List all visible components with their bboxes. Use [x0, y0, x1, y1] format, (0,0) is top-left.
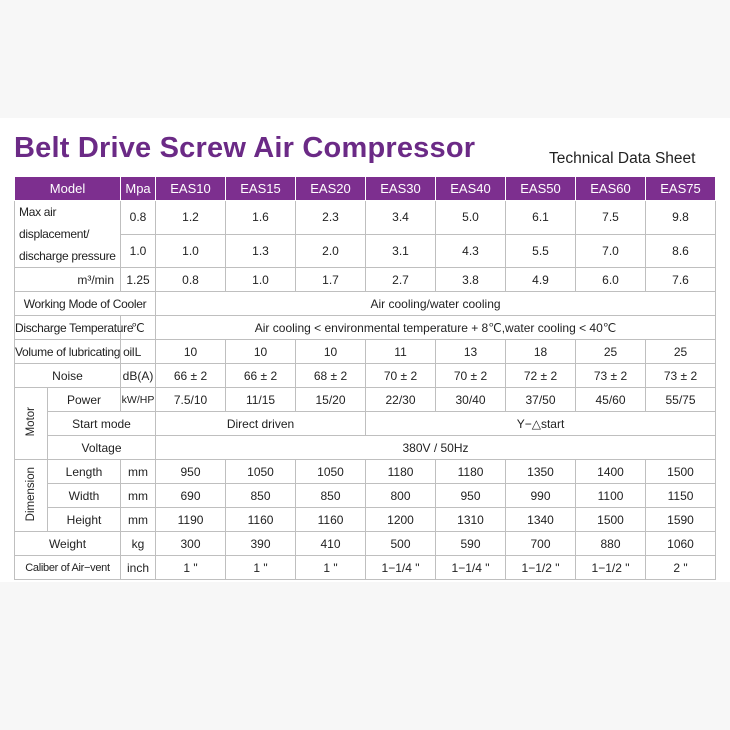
- start-mode-direct: Direct driven: [156, 412, 366, 436]
- table-row: [15, 412, 716, 436]
- table-row: [15, 532, 716, 556]
- weight-unit: kg: [121, 532, 156, 556]
- data-cell: 1150: [646, 484, 716, 508]
- cooler-value: Air cooling/water cooling: [156, 292, 716, 316]
- table-row: [15, 268, 716, 292]
- data-cell: 4.9: [506, 268, 576, 292]
- data-cell: 1−1/2 ": [576, 556, 646, 580]
- data-cell: 1500: [576, 508, 646, 532]
- data-cell: 1160: [226, 508, 296, 532]
- cooler-label: Working Mode of Cooler: [15, 292, 156, 316]
- data-cell: 1.6: [226, 201, 296, 235]
- data-cell: 10: [156, 340, 226, 364]
- data-cell: 410: [296, 532, 366, 556]
- table-row: [15, 316, 716, 340]
- data-cell: 7.6: [646, 268, 716, 292]
- header-row: [15, 177, 716, 201]
- data-cell: 66 ± 2: [156, 364, 226, 388]
- data-cell: 2.3: [296, 201, 366, 235]
- data-cell: 18: [506, 340, 576, 364]
- data-cell: 1 ": [156, 556, 226, 580]
- data-cell: 11/15: [226, 388, 296, 412]
- data-cell: 7.0: [576, 234, 646, 268]
- model-header-cell: EAS40: [436, 177, 506, 201]
- data-cell: 1590: [646, 508, 716, 532]
- motor-group-label: [15, 388, 48, 460]
- data-cell: 590: [436, 532, 506, 556]
- data-cell: 15/20: [296, 388, 366, 412]
- table-row: [15, 436, 716, 460]
- data-cell: 1.7: [296, 268, 366, 292]
- data-cell: 5.5: [506, 234, 576, 268]
- data-cell: 1190: [156, 508, 226, 532]
- data-cell: 73 ± 2: [646, 364, 716, 388]
- data-cell: 5.0: [436, 201, 506, 235]
- pressure-cell: 0.8: [121, 201, 156, 235]
- data-cell: 6.1: [506, 201, 576, 235]
- start-mode-star-delta: Y−△start: [366, 412, 716, 436]
- data-cell: 2 ": [646, 556, 716, 580]
- data-cell: 1.2: [156, 201, 226, 235]
- data-cell: 55/75: [646, 388, 716, 412]
- dimension-group-text: Dimension: [25, 466, 37, 522]
- power-label: Power: [48, 388, 121, 412]
- data-cell: 1050: [226, 460, 296, 484]
- data-cell: 1−1/4 ": [436, 556, 506, 580]
- data-cell: 880: [576, 532, 646, 556]
- width-label: Width: [48, 484, 121, 508]
- technical-data-table: [14, 176, 716, 580]
- unit-header: Mpa: [121, 177, 156, 201]
- model-header: Model: [15, 177, 121, 201]
- noise-label: Noise: [15, 364, 121, 388]
- data-cell: 3.8: [436, 268, 506, 292]
- data-cell: 3.4: [366, 201, 436, 235]
- bottom-background-band: [0, 582, 730, 730]
- lube-oil-label: Volume of lubricating oil: [15, 340, 121, 364]
- data-cell: 1.3: [226, 234, 296, 268]
- data-cell: 7.5/10: [156, 388, 226, 412]
- flow-unit-label: m³/min: [15, 268, 121, 292]
- data-cell: 1500: [646, 460, 716, 484]
- data-cell: 0.8: [156, 268, 226, 292]
- height-unit: mm: [121, 508, 156, 532]
- width-unit: mm: [121, 484, 156, 508]
- data-cell: 1200: [366, 508, 436, 532]
- data-cell: 1 ": [226, 556, 296, 580]
- motor-group-text: Motor: [25, 407, 37, 437]
- table-row: [15, 364, 716, 388]
- weight-label: Weight: [15, 532, 121, 556]
- length-label: Length: [48, 460, 121, 484]
- top-background-band: [0, 0, 730, 118]
- air-displacement-label-line2: discharge pressure: [19, 249, 116, 263]
- data-cell: 800: [366, 484, 436, 508]
- data-cell: 1−1/2 ": [506, 556, 576, 580]
- data-cell: 950: [436, 484, 506, 508]
- table-row: [15, 460, 716, 484]
- data-cell: 1400: [576, 460, 646, 484]
- data-cell: 10: [296, 340, 366, 364]
- data-cell: 3.1: [366, 234, 436, 268]
- air-displacement-label-line1: Max air displacement/: [19, 205, 90, 241]
- data-cell: 73 ± 2: [576, 364, 646, 388]
- data-cell: 66 ± 2: [226, 364, 296, 388]
- data-cell: 1050: [296, 460, 366, 484]
- page-title: Belt Drive Screw Air Compressor: [14, 132, 476, 164]
- data-cell: 850: [226, 484, 296, 508]
- data-cell: 10: [226, 340, 296, 364]
- data-cell: 25: [576, 340, 646, 364]
- data-cell: 1180: [366, 460, 436, 484]
- data-cell: 22/30: [366, 388, 436, 412]
- model-header-cell: EAS10: [156, 177, 226, 201]
- air-vent-unit: inch: [121, 556, 156, 580]
- model-header-cell: EAS15: [226, 177, 296, 201]
- data-cell: 25: [646, 340, 716, 364]
- model-header-cell: EAS50: [506, 177, 576, 201]
- table-row: [15, 388, 716, 412]
- data-cell: 1−1/4 ": [366, 556, 436, 580]
- table-row: [15, 292, 716, 316]
- pressure-cell: 1.25: [121, 268, 156, 292]
- data-cell: 850: [296, 484, 366, 508]
- data-cell: 70 ± 2: [366, 364, 436, 388]
- data-cell: 2.7: [366, 268, 436, 292]
- data-cell: 37/50: [506, 388, 576, 412]
- discharge-temp-value: Air cooling < environmental temperature + 8℃,water cooling < 40℃: [156, 316, 716, 340]
- discharge-temp-unit: ℃: [121, 316, 156, 340]
- data-cell: 70 ± 2: [436, 364, 506, 388]
- data-cell: 13: [436, 340, 506, 364]
- noise-unit: dB(A): [121, 364, 156, 388]
- data-cell: 1100: [576, 484, 646, 508]
- air-vent-label: Caliber of Air−vent: [15, 556, 121, 580]
- data-cell: 4.3: [436, 234, 506, 268]
- air-displacement-label: [15, 201, 121, 268]
- data-cell: 6.0: [576, 268, 646, 292]
- voltage-label: Voltage: [48, 436, 156, 460]
- data-cell: 2.0: [296, 234, 366, 268]
- data-cell: 390: [226, 532, 296, 556]
- data-cell: 690: [156, 484, 226, 508]
- lube-oil-unit: L: [121, 340, 156, 364]
- table-row: [15, 201, 716, 235]
- power-unit: kW/HP: [121, 388, 156, 412]
- data-cell: 1 ": [296, 556, 366, 580]
- voltage-value: 380V / 50Hz: [156, 436, 716, 460]
- data-cell: 1340: [506, 508, 576, 532]
- data-cell: 7.5: [576, 201, 646, 235]
- pressure-cell: 1.0: [121, 234, 156, 268]
- dimension-group-label: [15, 460, 48, 532]
- data-cell: 950: [156, 460, 226, 484]
- table-row: [15, 234, 716, 268]
- model-header-cell: EAS60: [576, 177, 646, 201]
- data-cell: 68 ± 2: [296, 364, 366, 388]
- data-cell: 1350: [506, 460, 576, 484]
- table-row: [15, 556, 716, 580]
- data-cell: 1.0: [226, 268, 296, 292]
- height-label: Height: [48, 508, 121, 532]
- data-cell: 8.6: [646, 234, 716, 268]
- data-cell: 1160: [296, 508, 366, 532]
- start-mode-label: Start mode: [48, 412, 156, 436]
- data-cell: 1180: [436, 460, 506, 484]
- data-cell: 1060: [646, 532, 716, 556]
- data-cell: 500: [366, 532, 436, 556]
- data-cell: 300: [156, 532, 226, 556]
- model-header-cell: EAS30: [366, 177, 436, 201]
- table-row: [15, 340, 716, 364]
- data-cell: 990: [506, 484, 576, 508]
- data-cell: 1310: [436, 508, 506, 532]
- model-header-cell: EAS20: [296, 177, 366, 201]
- page-subtitle: Technical Data Sheet: [549, 150, 696, 167]
- table-row: [15, 508, 716, 532]
- table-row: [15, 484, 716, 508]
- data-cell: 72 ± 2: [506, 364, 576, 388]
- data-cell: 700: [506, 532, 576, 556]
- data-cell: 9.8: [646, 201, 716, 235]
- length-unit: mm: [121, 460, 156, 484]
- data-cell: 11: [366, 340, 436, 364]
- discharge-temp-label: Discharge Temperature: [15, 316, 121, 340]
- data-cell: 1.0: [156, 234, 226, 268]
- data-cell: 30/40: [436, 388, 506, 412]
- data-cell: 45/60: [576, 388, 646, 412]
- model-header-cell: EAS75: [646, 177, 716, 201]
